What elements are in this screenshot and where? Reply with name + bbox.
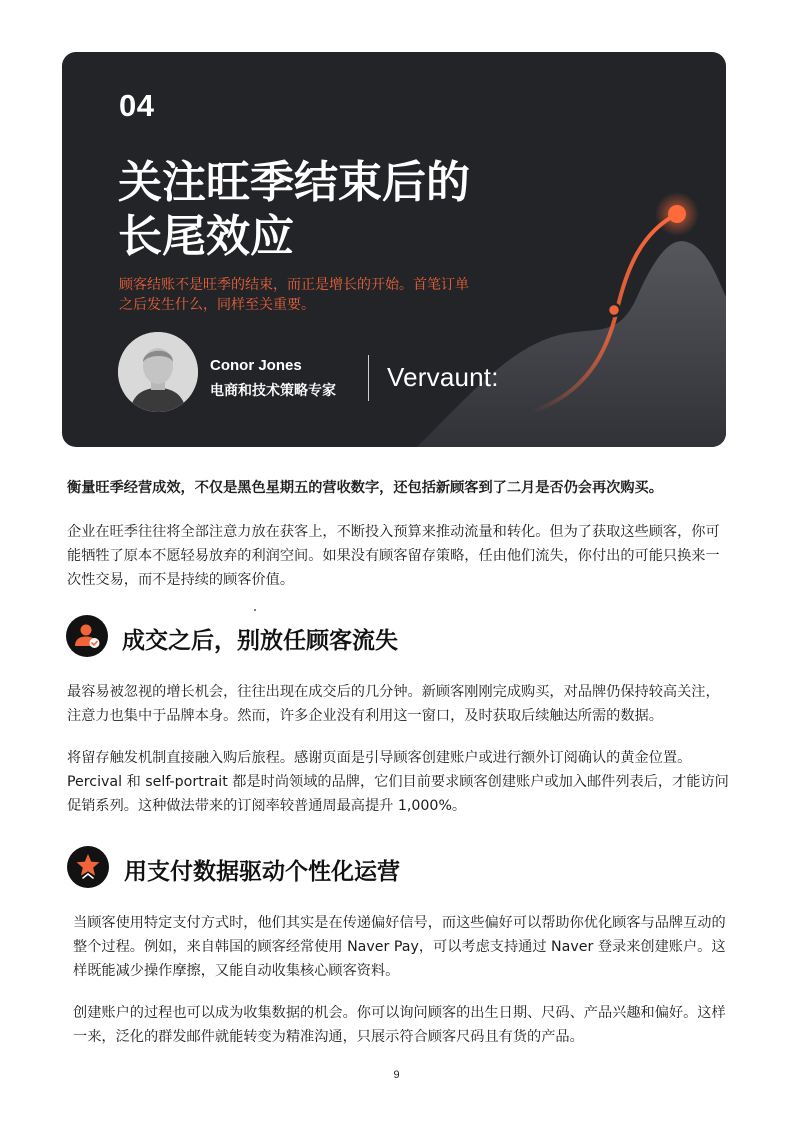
hero-divider	[368, 355, 369, 401]
section1-heading: 成交之后，别放任顾客流失	[122, 628, 398, 654]
hero-subtitle: 顾客结账不是旺季的结束，而正是增长的开始。首笔订单之后发生什么，同样至关重要。	[119, 277, 469, 313]
brand-logo: Vervaunt:	[387, 362, 499, 392]
star-badge-icon	[67, 846, 109, 888]
lead-paragraph: 衡量旺季经营成效，不仅是黑色星期五的营收数字，还包括新顾客到了二月是否仍会再次购买。	[67, 480, 663, 496]
section1-paragraph-1: 最容易被忽视的增长机会，往往出现在成交后的几分钟。新顾客刚刚完成购买，对品牌仍保持较高关注，注意力也集中于品牌本身。然而，许多企业没有利用这一窗口，及时获取后续触达所需的数据。	[67, 684, 720, 724]
intro-paragraph: 企业在旺季往往将全部注意力放在获客上，不断投入预算来推动流量和转化。但为了获取这些顾客，你可能牺牲了原本不愿轻易放弃的利润空间。如果没有顾客留存策略，任由他们流失，你付出的可能只换来一次性交易，而不是持续的顾客价值。	[67, 524, 720, 588]
section2-paragraph-1: 当顾客使用特定支付方式时，他们其实是在传递偏好信号，而这些偏好可以帮助你优化顾客与品牌互动的整个过程。例如，来自韩国的顾客经常使用 Naver Pay，可以考虑支持通过 Naver 登录来创建账户。这样既能减少操作摩擦，又能自动收集核心顾客资料。	[73, 915, 726, 979]
hill-shape	[417, 241, 726, 447]
hero-title: 关注旺季结束后的长尾效应	[118, 157, 470, 262]
section1-paragraph-2: 将留存触发机制直接融入购后旅程。感谢页面是引导顾客创建账户或进行额外订阅确认的黄金位置。Percival 和 self-portrait 都是时尚领域的品牌，它们目前要求顾客创建账户或加入邮件列表后，才能访问促销系列。这种做法带来的订阅率较普通周最高提升 1,000%。	[67, 750, 729, 814]
author-avatar	[118, 332, 198, 412]
curve-peak-dot	[668, 205, 686, 223]
hero-banner	[62, 52, 726, 447]
author-name: Conor Jones	[210, 357, 302, 374]
page-number: 9	[393, 1069, 400, 1081]
person-portrait-icon	[118, 332, 198, 412]
section-number: 04	[119, 88, 155, 123]
section2-heading: 用支付数据驱动个性化运营	[124, 859, 400, 885]
stray-dot	[254, 609, 256, 611]
author-role: 电商和技术策略专家	[210, 383, 336, 399]
section2-paragraph-2: 创建账户的过程也可以成为收集数据的机会。你可以询问顾客的出生日期、尺码、产品兴趣和偏好。这样一来，泛化的群发邮件就能转变为精准沟通，只展示符合顾客尺码且有货的产品。	[73, 1005, 726, 1045]
user-check-icon	[66, 615, 108, 657]
curve-mid-dot	[608, 304, 620, 316]
